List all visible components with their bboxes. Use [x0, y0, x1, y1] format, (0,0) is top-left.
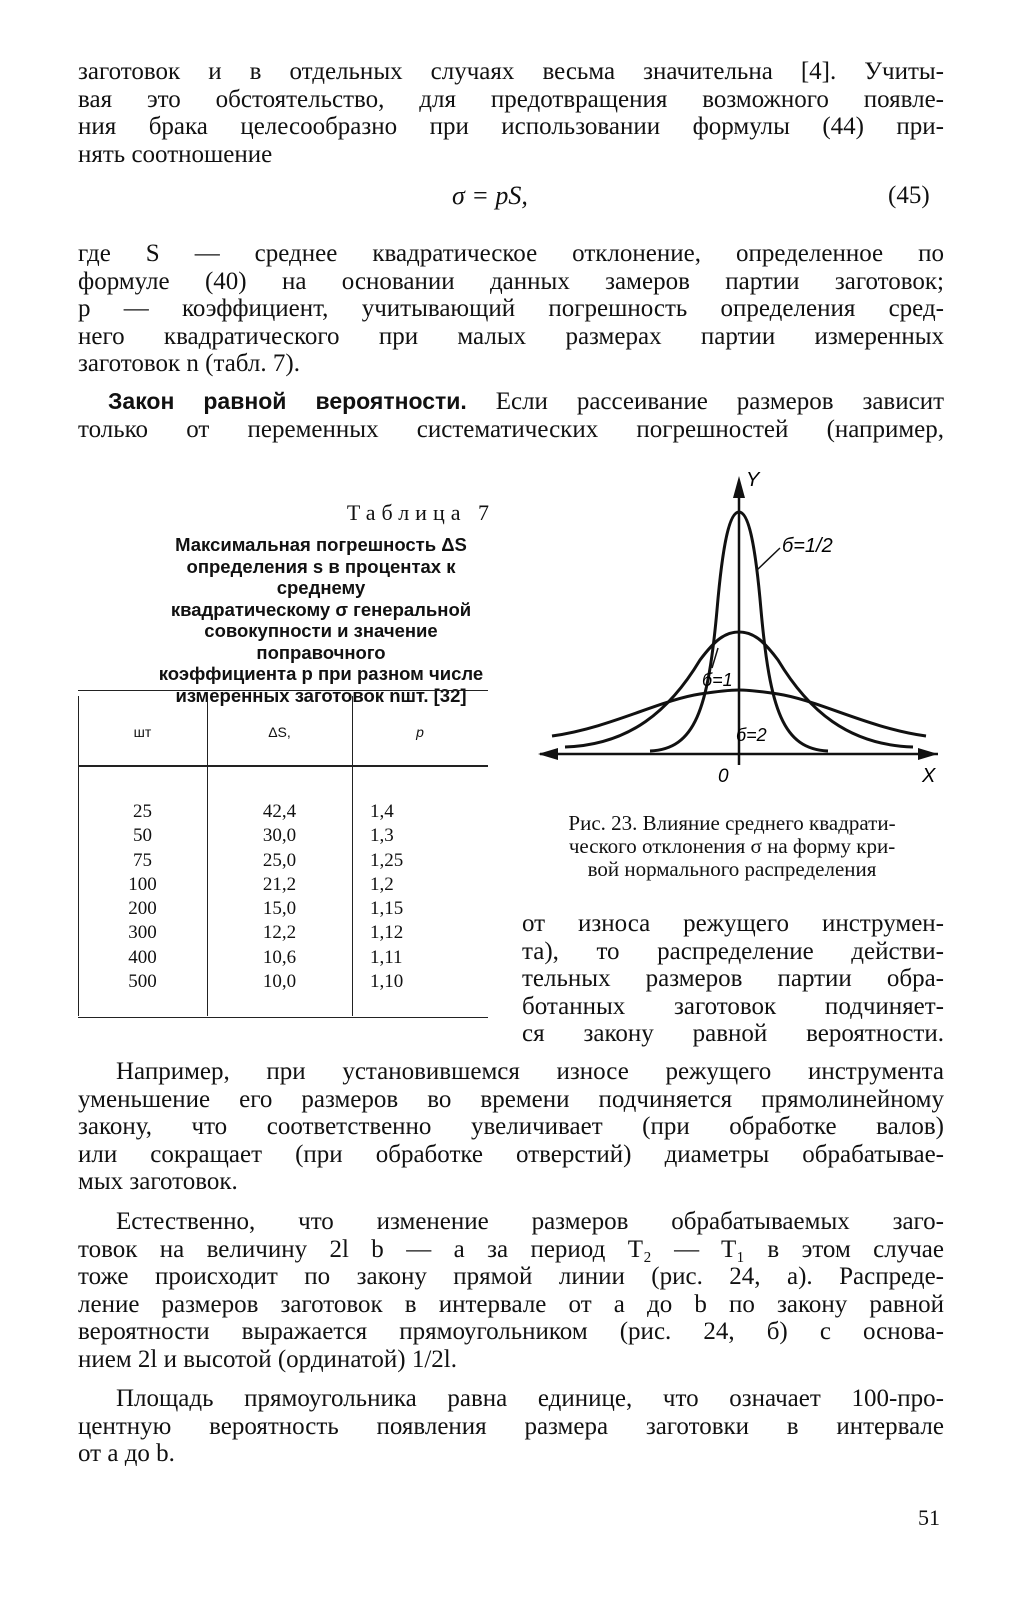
section-heading: Закон равной вероятности.: [108, 388, 467, 414]
table-cell: 50: [133, 825, 152, 847]
text-line: закону, что соответственно увеличивает (при обработке валов): [78, 1113, 944, 1140]
label-sigma-two: б=2: [736, 725, 767, 745]
equation-45: σ = pS,: [452, 181, 528, 210]
text-line: ботанных заготовок подчиняет-: [522, 992, 944, 1020]
table-header-p: p: [416, 724, 424, 740]
text-line: мых заготовок.: [78, 1168, 238, 1195]
table-caption: [140, 534, 502, 706]
text-line: тоже происходит по закону прямой линии (рис. 24, а). Распреде-: [78, 1263, 944, 1290]
text-line: уменьшение его размеров во времени подчиняется прямолинейному: [78, 1085, 944, 1113]
table-cell: 1,3: [370, 825, 394, 847]
text-line: формуле (40) на основании данных замеров партии заготовок;: [78, 267, 944, 295]
table-bottom-rule: [78, 1017, 488, 1018]
table-column-n: [78, 800, 207, 994]
table-header-rule: [78, 765, 488, 767]
y-axis-arrow: [733, 476, 745, 498]
table-cell: 100: [128, 873, 157, 895]
caption-line: Рис. 23. Влияние среднего квадрати-: [568, 811, 896, 835]
text-line: Естественно, что изменение размеров обрабатываемых заго-: [116, 1208, 944, 1235]
table-cell: 1,25: [370, 849, 404, 871]
axis-y-label: Y: [746, 469, 760, 491]
x-axis-arrow-left: [538, 748, 558, 760]
text-line: заготовок и в отдельных случаях весьма значительна [4]. Учиты-: [78, 58, 944, 85]
paragraph-tool-wear: [78, 1058, 944, 1196]
paragraph-definitions: [78, 240, 944, 378]
label-sigma-half: б=1/2: [782, 535, 833, 557]
x-axis-arrow-right: [918, 748, 938, 760]
table-cell: 1,10: [370, 971, 404, 993]
table-cell: 10,6: [262, 946, 297, 968]
table-cell: 1,4: [370, 801, 394, 822]
table-cell: 300: [128, 922, 157, 944]
caption-line: Максимальная погрешность ΔS: [175, 534, 467, 555]
table-column-ds: [207, 800, 352, 994]
paragraph-right-column: [522, 910, 944, 1048]
text-line: Площадь прямоугольника равна единице, что означает 100-про-: [116, 1385, 944, 1412]
origin-label: 0: [718, 766, 729, 787]
table-cell: 1,12: [370, 922, 404, 944]
label-sigma-one: б=1: [702, 670, 733, 690]
paragraph-size-change: [78, 1208, 944, 1373]
text-line: вероятности выражается прямоугольником (рис. 24, б) с основа-: [78, 1318, 944, 1345]
table-cell: 10,0: [262, 971, 297, 993]
table-cell: 400: [128, 946, 157, 968]
figure-23-normal-curves: [520, 460, 960, 800]
text-line: ся закону равной вероятности.: [522, 1020, 944, 1047]
table-cell: 75: [133, 849, 152, 871]
text-line: Например, при установившемся износе режущего инструмента: [116, 1058, 944, 1085]
text-line: или сокращает (при обработке отверстий) диаметры обрабатывае-: [78, 1140, 944, 1168]
paragraph-intro: [78, 58, 944, 168]
text-line: нять соотношение: [78, 140, 273, 168]
text-line: ление размеров заготовок в интервале от a до b по закону равной: [78, 1290, 944, 1318]
paragraph-rectangle-area: [78, 1385, 944, 1468]
table-column-p: [370, 800, 450, 994]
text-line: где S — среднее квадратическое отклонение, определенное по: [78, 240, 944, 267]
table-cell: 500: [128, 971, 157, 993]
text-line: центную вероятность появления размера заготовки в интервале: [78, 1412, 944, 1440]
figure-caption: [518, 812, 946, 881]
caption-line: коэффициента p при разном числе: [158, 663, 484, 684]
caption-line: вой нормального распределения: [587, 857, 877, 881]
table-title: Таблица 7: [346, 500, 495, 525]
table-header-ds: ΔS,: [268, 724, 291, 740]
caption-line: измеренных заготовок nшт. [32]: [175, 684, 467, 706]
text-line: только от переменных систематических погрешностей (например,: [78, 415, 944, 443]
text-line: ния брака целесообразно при использовании формулы (44) при-: [78, 113, 944, 140]
caption-line: совокупности и значение поправочного: [204, 620, 438, 663]
table-cell: 1,2: [370, 873, 394, 895]
table-cell: 1,15: [370, 898, 404, 920]
heading-rest: Если рассеивание размеров зависит: [466, 388, 944, 415]
table-cell: 12,2: [262, 922, 297, 944]
text-line: нием 2l и высотой (ординатой) 1/2l.: [78, 1345, 457, 1373]
table-cell: 30,0: [262, 825, 297, 847]
text-line: та), то распределение действи-: [522, 937, 944, 965]
text-line: [78, 388, 944, 416]
caption-line: ческого отклонения σ на форму кри-: [568, 834, 896, 858]
table-top-rule: [78, 690, 488, 691]
table-cell: 25: [133, 801, 152, 822]
leader-sigma-half: [757, 548, 780, 570]
caption-line: квадратическому σ генеральной: [170, 598, 472, 620]
table-cell: 25,0: [262, 849, 297, 871]
table-cell: 200: [128, 898, 157, 920]
text-line: него квадратического при малых размерах партии измеренных: [78, 322, 944, 350]
text-line: от a до b.: [78, 1440, 175, 1467]
table-cell: 1,11: [370, 946, 403, 968]
equation-number: (45): [888, 182, 930, 209]
text-line: тельных размеров партии обра-: [522, 965, 944, 992]
table-header-n: шт: [133, 724, 152, 740]
text-line: вая это обстоятельство, для предотвращения возможного появле-: [78, 85, 944, 113]
text-line: товок на величину 2l b — a за период T₂ — T₁ в этом случае: [78, 1235, 944, 1263]
caption-line: определения s в процентах к среднему: [186, 555, 456, 598]
table-cell: 15,0: [262, 898, 297, 920]
table-col-rule: [352, 696, 353, 1016]
text-line: p — коэффициент, учитывающий погрешность определения сред-: [78, 295, 944, 322]
text-line: от износа режущего инструмен-: [522, 910, 944, 937]
table-cell: 21,2: [262, 873, 297, 895]
table-cell: 42,4: [262, 801, 297, 822]
text-line: заготовок n (табл. 7).: [78, 350, 300, 377]
paragraph-equal-probability: [78, 388, 944, 443]
page-number: 51: [918, 1505, 940, 1530]
axis-x-label: X: [922, 765, 936, 787]
